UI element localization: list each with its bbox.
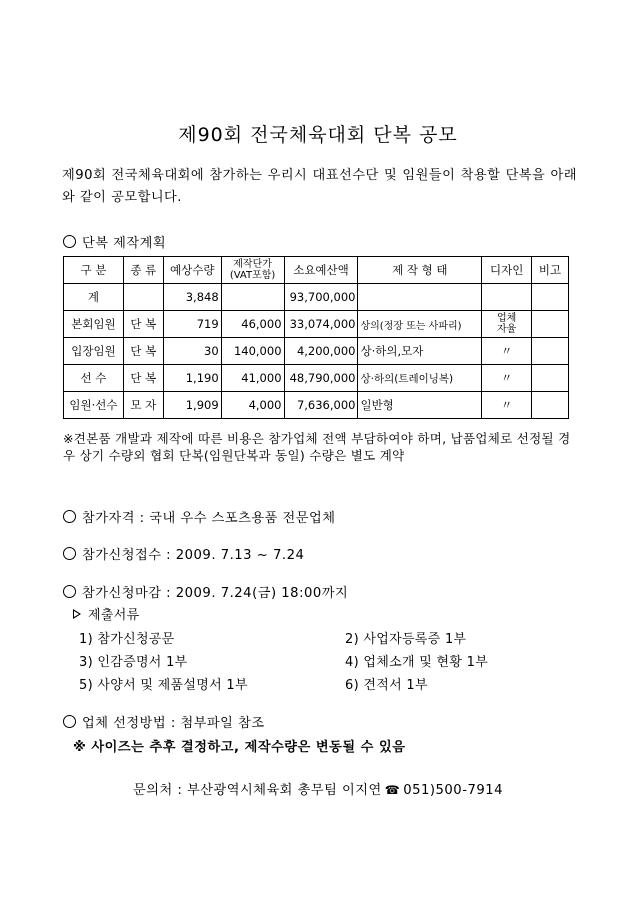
table-cell xyxy=(532,311,569,338)
table-cell xyxy=(123,284,163,311)
documents-heading xyxy=(73,604,139,623)
table-cell xyxy=(532,392,569,419)
circle-bullet-icon xyxy=(63,235,76,248)
document-item: 1) 참가신청공문 xyxy=(79,632,175,647)
table-cell: 7,636,000 xyxy=(284,392,358,419)
table-cell: 본회임원 xyxy=(64,311,124,338)
plan-heading xyxy=(63,232,166,251)
table-cell: 140,000 xyxy=(221,338,284,365)
table-cell: 33,074,000 xyxy=(284,311,358,338)
intro-paragraph: 제90회 전국체육대회에 참가하는 우리시 대표선수단 및 임원들이 착용할 단복을 아래와 같이 공모합니다. xyxy=(62,168,577,205)
document-item: 5) 사양서 및 제품설명서 1부 xyxy=(79,678,248,693)
circle-bullet-icon xyxy=(63,510,76,523)
table-cell xyxy=(482,284,532,311)
circle-bullet-icon xyxy=(63,585,76,598)
selection-line xyxy=(63,712,265,731)
table-cell: 모 자 xyxy=(123,392,163,419)
col-header-remarks: 비고 xyxy=(532,257,569,284)
page-title: 제90회 전국체육대회 단복 공모 xyxy=(178,124,458,146)
table-cell: 4,200,000 xyxy=(284,338,358,365)
table-cell: 업체 자율 xyxy=(482,311,532,338)
table-cell: 48,790,000 xyxy=(284,365,358,392)
col-header-budget: 소요예산액 xyxy=(284,257,358,284)
col-header-design: 디자인 xyxy=(482,257,532,284)
table-cell: 단 복 xyxy=(123,338,163,365)
table-cell xyxy=(532,338,569,365)
table-cell: 1,190 xyxy=(163,365,221,392)
application-text: 참가신청접수 : 2009. 7.13 ~ 7.24 xyxy=(82,548,305,563)
document-item: 4) 업체소개 및 현황 1부 xyxy=(345,655,489,670)
qualification-text: 참가자격 : 국내 우수 스포츠용품 전문업체 xyxy=(82,511,336,526)
application-line xyxy=(63,544,304,563)
table-cell: 선 수 xyxy=(64,365,124,392)
qualification-line xyxy=(63,507,335,526)
table-cell: 41,000 xyxy=(221,365,284,392)
production-plan-table xyxy=(63,256,569,419)
table-cell xyxy=(532,365,569,392)
table-row xyxy=(64,392,569,419)
contact-phone: 051)500-7914 xyxy=(403,783,504,798)
document-item: 2) 사업자등록증 1부 xyxy=(345,632,467,647)
col-header-type: 종 류 xyxy=(123,257,163,284)
contact-line xyxy=(0,779,636,798)
table-cell: 상·하의(트레이닝복) xyxy=(358,365,482,392)
table-cell: 상·하의,모자 xyxy=(358,338,482,365)
table-cell: 30 xyxy=(163,338,221,365)
documents-heading-label: 제출서류 xyxy=(88,608,140,623)
table-cell: 〃 xyxy=(482,392,532,419)
triangle-bullet-icon xyxy=(73,609,81,619)
table-cell xyxy=(532,284,569,311)
cost-note: ※견본품 개발과 제작에 따른 비용은 참가업체 전액 부담하여야 하며, 납품업체로 선정될 경우 상기 수량외 협회 단복(임원단복과 동일) 수량은 별도 계약 xyxy=(63,431,571,463)
table-cell: 단 복 xyxy=(123,311,163,338)
circle-bullet-icon xyxy=(63,715,76,728)
table-cell: 1,909 xyxy=(163,392,221,419)
table-row xyxy=(64,365,569,392)
document-item: 3) 인감증명서 1부 xyxy=(79,655,188,670)
table-row xyxy=(64,284,569,311)
col-header-category: 구 분 xyxy=(64,257,124,284)
document-item: 6) 견적서 1부 xyxy=(345,678,428,693)
table-cell: 임원·선수 xyxy=(64,392,124,419)
circle-bullet-icon xyxy=(63,547,76,560)
table-cell: 4,000 xyxy=(221,392,284,419)
plan-heading-label: 단복 제작계획 xyxy=(82,236,167,251)
size-note: ※ 사이즈는 추후 결정하고, 제작수량은 변동될 수 있음 xyxy=(73,740,406,755)
table-cell: 입장임원 xyxy=(64,338,124,365)
table-row xyxy=(64,338,569,365)
table-cell: 93,700,000 xyxy=(284,284,358,311)
table-cell xyxy=(221,284,284,311)
deadline-text: 참가신청마감 : 2009. 7.24(금) 18:00까지 xyxy=(82,586,349,601)
table-cell: 계 xyxy=(64,284,124,311)
contact-label: 문의처 : 부산광역시체육회 총무팀 이지연 xyxy=(132,783,382,798)
table-cell: 46,000 xyxy=(221,311,284,338)
table-cell: 일반형 xyxy=(358,392,482,419)
table-cell xyxy=(358,284,482,311)
table-row xyxy=(64,311,569,338)
table-cell: 상의(정장 또는 사파리) xyxy=(358,311,482,338)
telephone-icon: ☎ xyxy=(384,783,401,797)
table-cell: 〃 xyxy=(482,338,532,365)
table-cell: 단 복 xyxy=(123,365,163,392)
deadline-line xyxy=(63,582,348,601)
col-header-form: 제 작 형 태 xyxy=(358,257,482,284)
col-header-unit-price: 제작단가 (VAT포함) xyxy=(221,257,284,284)
col-header-quantity: 예상수량 xyxy=(163,257,221,284)
table-header-row xyxy=(64,257,569,284)
table-cell: 719 xyxy=(163,311,221,338)
selection-text: 업체 선정방법 : 첨부파일 참조 xyxy=(82,716,265,731)
table-cell: 3,848 xyxy=(163,284,221,311)
table-cell: 〃 xyxy=(482,365,532,392)
